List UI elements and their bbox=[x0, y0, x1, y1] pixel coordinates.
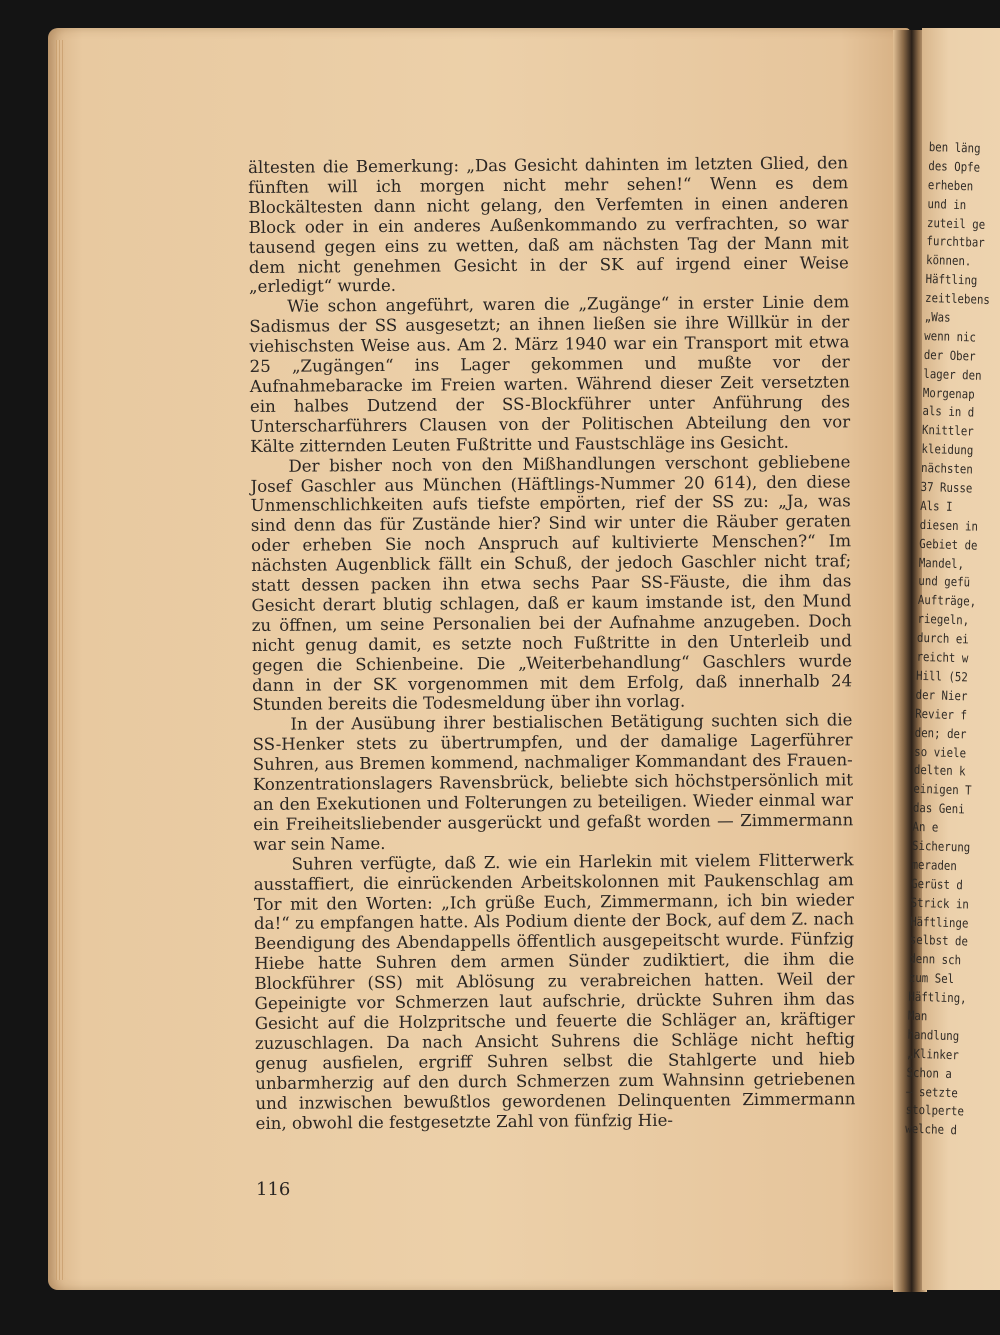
right-page-line: Man bbox=[907, 1007, 928, 1024]
right-page-line: handlung bbox=[907, 1026, 960, 1044]
right-page-line: Gebiet de bbox=[919, 535, 978, 553]
right-page-line: erheben bbox=[927, 176, 974, 194]
right-page-line: Mandel, bbox=[918, 554, 965, 571]
right-page-line: und in bbox=[927, 195, 967, 212]
right-page-line: und gefü bbox=[918, 573, 971, 590]
right-page-line: Schon a bbox=[906, 1064, 953, 1081]
right-page-line: „Was bbox=[924, 308, 951, 325]
right-page-line: riegeln, bbox=[917, 611, 970, 628]
right-page-line: diesen in bbox=[919, 516, 979, 534]
paragraph-5: Suhren verfügte, daß Z. wie ein Harlekin mit vielem Flitterwerk ausstaffiert, die einrückenden Arbeitskolonnen mit Paukenschlag am Tor mit den Worten: „Ich grüße Euch, Zimmermann, ich bin wieder da!“ zu empfangen hatte. Als Podium diente der Bock, auf dem Z. nach Beendigung des Abendappells öffentlich ausgepeitscht wurde. Fünfzig Hiebe hatte Suhren dem armen Sünder zudiktiert, die ihm die Blockführer (SS) mit Ablösung zu verabreichen hatten. Weil der Gepeinigte vor Schmerzen laut aufschrie, drückte Suhren ihm das Gesicht auf die Holzpritsche und feuerte die Schläger an, kräftiger zuzuschlagen. Da nach Ansicht Suhrens die Schläge nicht heftig genug ausfielen, ergriff Suhren selbst die Stahlgerte und hieb unbarmherzig auf den durch Schmerzen zum Wahnsinn getriebenen und inzwischen bewußtlos gewordenen Delinquenten Zimmermann ein, obwohl die festgesetzte Zahl von fünfzig Hie- bbox=[253, 849, 856, 1133]
paragraph-4: In der Ausübung ihrer bestialischen Betätigung suchten sich die SS-Henker stets zu übertrumpfen, und der damalige Lagerführer Suhren, aus Bremen kommend, nachmaliger Kommandant des Frauen-Konzentrationslagers Ravensbrück, beliebte sich höchstpersönlich mit an den Exekutionen und Folterungen zu beteiligen. Wieder einmal war ein Freiheitsliebender ausgerückt und gefaßt worden — Zimmermann war sein Name. bbox=[252, 710, 854, 854]
paragraph-2: Wie schon angeführt, waren die „Zugänge“ in erster Linie dem Sadismus der SS ausgesetzt; an ihnen ließen sie ihre Willkür in der viehischsten Weise aus. Am 2. März 1940 war ein Transport mit etwa 25 „Zugängen“ ins Lager gekommen und mußte vor der Aufnahmebaracke im Freien warten. Während dieser Zeit versetzten ein halbes Dutzend der SS-Blockführer unter Anführung des Unterscharführers Clausen von der Politischen Abteilung den vor Kälte zitternden Leuten Fußtritte und Faustschläge ins Gesicht. bbox=[249, 292, 851, 456]
page-edge-stack bbox=[56, 40, 64, 1280]
right-page-line: Revier f bbox=[915, 705, 968, 723]
right-page-line: zum Sel bbox=[908, 969, 955, 987]
right-page-line: durch ei bbox=[916, 629, 969, 647]
right-page-line: selbst de bbox=[909, 932, 969, 949]
right-page-line: furchtbar bbox=[926, 233, 985, 251]
right-page-line: kleidung bbox=[921, 441, 974, 458]
right-page-line: Knittler bbox=[921, 422, 974, 439]
right-page-line: Als I bbox=[919, 497, 953, 514]
right-page-line: den; der bbox=[914, 724, 967, 742]
right-page-line: meraden bbox=[911, 856, 958, 874]
right-page-line: des Opfe bbox=[928, 157, 981, 175]
right-page-line: Gerüst d bbox=[910, 875, 964, 893]
right-page-line: zeitlebens bbox=[924, 290, 991, 308]
right-page-line: denn sch bbox=[909, 950, 962, 968]
right-page-line: Aufträge, bbox=[917, 592, 977, 610]
paragraph-1: ältesten die Bemerkung: „Das Gesicht dahinten im letzten Glied, den fünften will ich morgen nicht mehr sehen!“ Wenn es dem Blockältesten dann nicht gelang, den Verfemten in einen anderen Block oder in ein anderes Außenkommando zu verfrachten, so war tausend gegen eins zu wetten, daß am nächsten Tag der Mann mit dem nicht genehmen Gesicht in der SK auf irgend einer Weise „erledigt“ wurde. bbox=[248, 153, 849, 297]
right-page-line: lager den bbox=[923, 365, 982, 383]
right-page-line: Häftling bbox=[925, 271, 978, 288]
right-page-line: welche d bbox=[905, 1120, 958, 1138]
right-page-line: „Klinker bbox=[906, 1045, 959, 1063]
right-page-line: delten k bbox=[913, 762, 966, 779]
right-page-line: einigen T bbox=[913, 781, 972, 798]
right-page-line: An e bbox=[912, 818, 939, 835]
right-page-line: stolperte bbox=[905, 1102, 965, 1119]
right-page-line: zuteil ge bbox=[926, 214, 986, 232]
right-page-line: 37 Russe bbox=[920, 478, 973, 496]
right-page-line: der Ober bbox=[923, 346, 976, 364]
right-page-line: ben läng bbox=[928, 138, 981, 156]
right-page-line: Häftling, bbox=[908, 988, 967, 1006]
right-page-line: Strick in bbox=[910, 894, 970, 912]
right-page-line: Hill (52 bbox=[915, 667, 969, 685]
right-page-line: nächsten bbox=[920, 460, 974, 477]
right-page-line: Häftlinge bbox=[910, 913, 969, 931]
right-page-line: wenn nic bbox=[924, 327, 977, 345]
right-page-line: als in d bbox=[922, 403, 975, 421]
right-page-line: das Geni bbox=[912, 799, 965, 817]
page-number: 116 bbox=[256, 1179, 291, 1200]
main-text-column bbox=[248, 153, 856, 1133]
right-page-line: können. bbox=[925, 252, 972, 269]
right-page-line: Sicherung bbox=[911, 837, 971, 855]
right-page-line: reicht w bbox=[916, 648, 969, 666]
right-page-line: der Nier bbox=[915, 686, 968, 704]
right-page-line: — setzte bbox=[905, 1083, 959, 1100]
paragraph-3: Der bisher noch von den Mißhandlungen verschont gebliebene Josef Gaschler aus München (Häftlings-Nummer 20 614), den diese Unmenschlichkeiten aufs tiefste empörten, rief der SS zu: „Ja, was sind denn das für Zustände hier? Sind wir unter die Räuber geraten oder erheben Sie noch Anspruch auf kultivierte Menschen?“ Im nächsten Augenblick fällt ein Schuß, der jedoch Gaschler nicht traf; statt dessen packen ihn etwa sechs Paar SS-Fäuste, die ihm das Gesicht derart blutig schlagen, daß er kaum imstande ist, den Mund zu öffnen, um seine Personalien bei der Aufnahme anzugeben. Doch nicht genug damit, es setzte noch Fußtritte in den Unterleib und gegen die Schienbeine. Die „Weiterbehandlung“ Gaschlers wurde dann in der SK vorgenommen mit dem Erfolg, daß innerhalb 24 Stunden bereits die Todesmeldung über ihn vorlag. bbox=[250, 451, 853, 715]
right-page-line: Morgenap bbox=[922, 384, 975, 402]
right-page-line: so viele bbox=[914, 743, 967, 760]
